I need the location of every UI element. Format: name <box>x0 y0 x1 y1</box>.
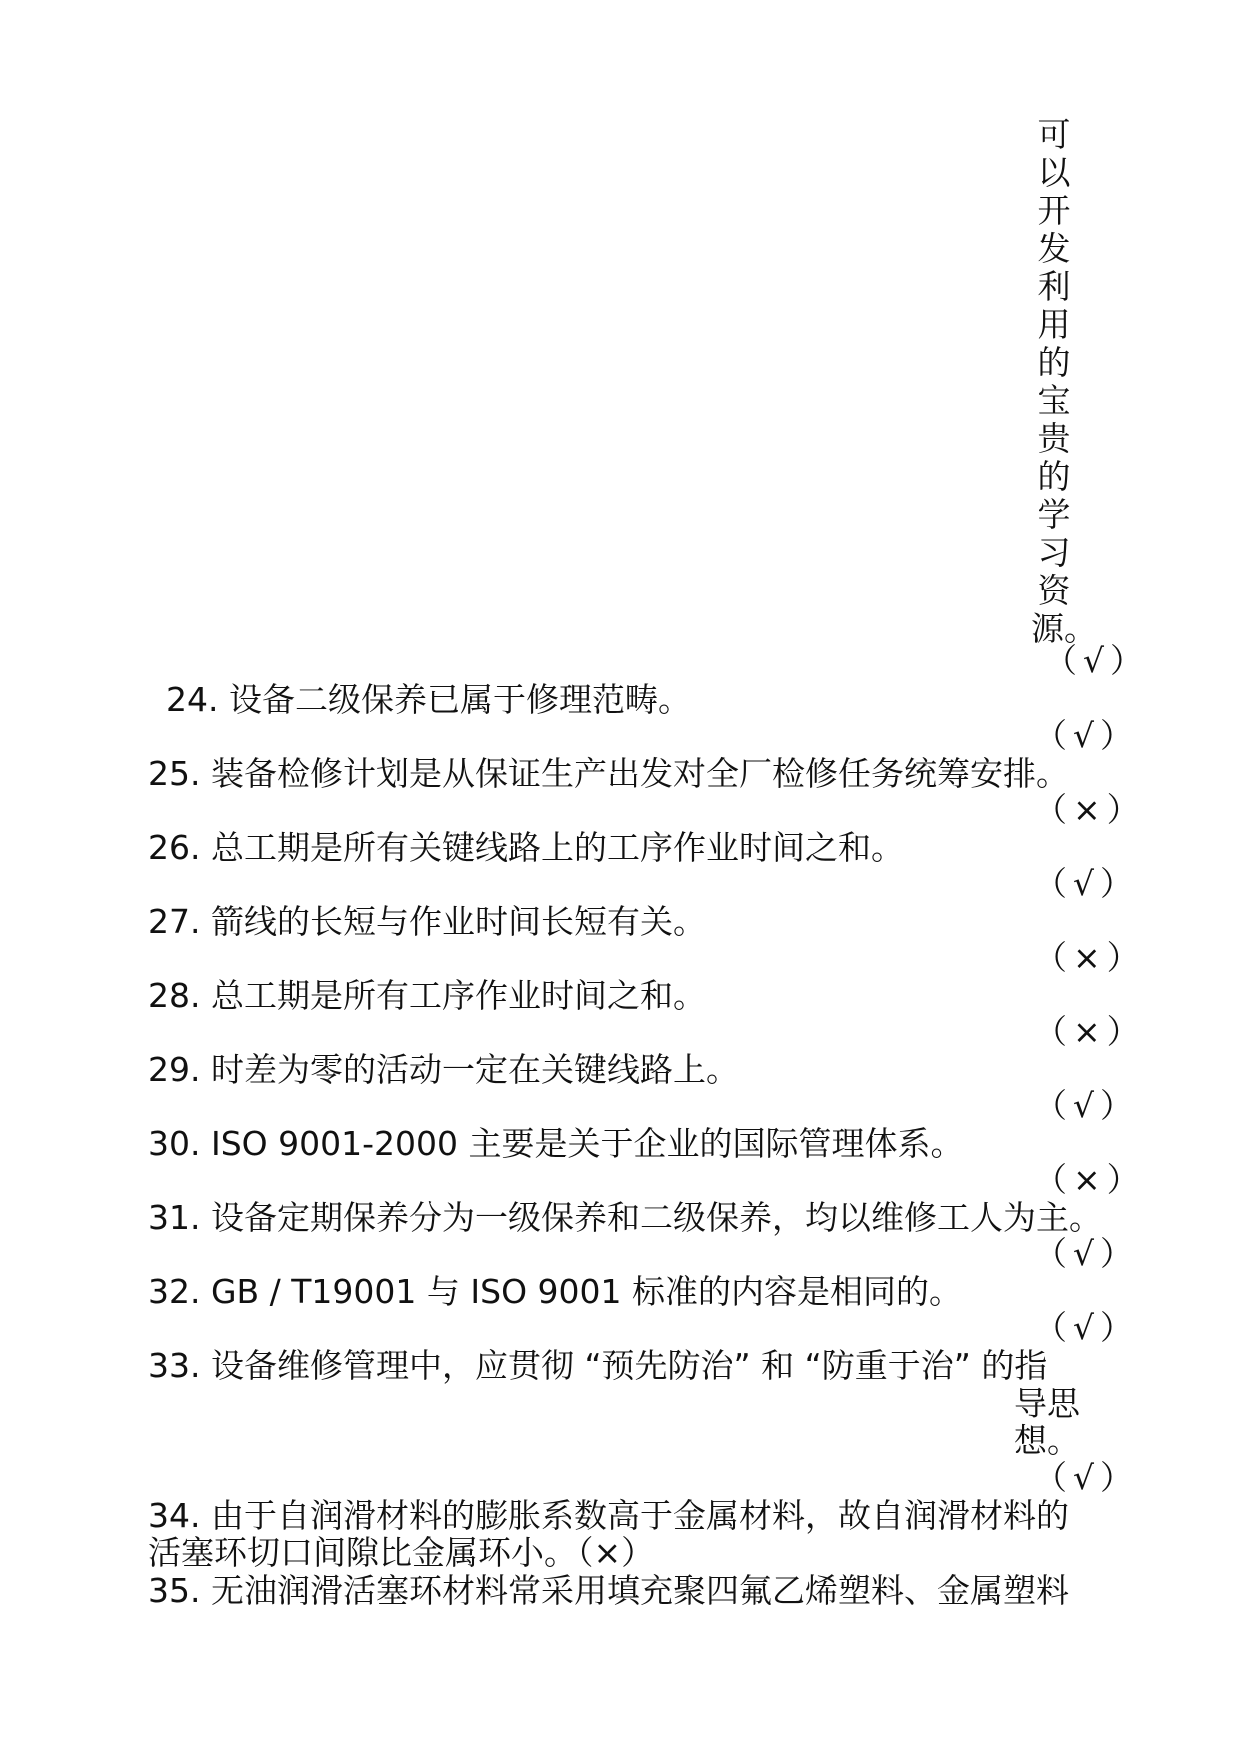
answer-mark-33: （√） <box>1034 1458 1140 1497</box>
answer-mark-27: （×） <box>1034 938 1146 977</box>
vertical-char: 用 <box>1037 305 1071 344</box>
answer-mark-30: （×） <box>1034 1160 1146 1199</box>
question-30: 30. ISO 9001-2000 主要是关于企业的国际管理体系。 <box>148 1124 964 1163</box>
answer-mark-32: （√） <box>1034 1308 1140 1347</box>
question-33-line2: 导思 <box>1014 1384 1080 1423</box>
vertical-char: 宝 <box>1037 381 1071 420</box>
answer-mark-28: （×） <box>1034 1012 1146 1051</box>
vertical-char: 资 <box>1037 571 1071 610</box>
answer-mark-29: （√） <box>1034 1086 1140 1125</box>
answer-mark-25: （×） <box>1034 790 1146 829</box>
vertical-char: 习 <box>1037 533 1071 572</box>
answer-mark-26: （√） <box>1034 864 1140 903</box>
question-29: 29. 时差为零的活动一定在关键线路上。 <box>148 1050 739 1089</box>
question-25: 25. 装备检修计划是从保证生产出发对全厂检修任务统筹安排。 <box>148 754 1069 793</box>
question-33-line3: 想。 <box>1014 1421 1080 1460</box>
question-32: 32. GB / T19001 与 ISO 9001 标准的内容是相同的。 <box>148 1272 963 1311</box>
vertical-text-column <box>1031 115 1097 648</box>
vertical-char: 贵 <box>1037 419 1071 458</box>
answer-mark-31: （√） <box>1034 1234 1140 1273</box>
vertical-char: 可 <box>1037 115 1071 154</box>
vertical-char: 学 <box>1037 495 1071 534</box>
answer-mark-23: （√） <box>1044 641 1150 680</box>
answer-mark-24: （√） <box>1034 716 1140 755</box>
question-34-line2: 活塞环切口间隙比金属环小。（×） <box>148 1533 655 1572</box>
question-28: 28. 总工期是所有工序作业时间之和。 <box>148 976 706 1015</box>
vertical-char: 源。 <box>1031 609 1097 648</box>
question-26: 26. 总工期是所有关键线路上的工序作业时间之和。 <box>148 828 904 867</box>
question-33-line1: 33. 设备维修管理中，应贯彻 “预先防治” 和 “防重于治” 的指 <box>148 1346 1048 1385</box>
vertical-char: 开 <box>1037 191 1071 230</box>
question-27: 27. 箭线的长短与作业时间长短有关。 <box>148 902 706 941</box>
question-31: 31. 设备定期保养分为一级保养和二级保养，均以维修工人为主。 <box>148 1198 1102 1237</box>
vertical-char: 发 <box>1037 229 1071 268</box>
vertical-char: 的 <box>1037 343 1071 382</box>
question-35-line1: 35. 无油润滑活塞环材料常采用填充聚四氟乙烯塑料、金属塑料 <box>148 1571 1069 1610</box>
question-34-line1: 34. 由于自润滑材料的膨胀系数高于金属材料，故自润滑材料的 <box>148 1496 1069 1535</box>
vertical-char: 的 <box>1037 457 1071 496</box>
question-24: 24. 设备二级保养已属于修理范畴。 <box>166 680 691 719</box>
vertical-char: 以 <box>1037 153 1071 192</box>
vertical-char: 利 <box>1037 267 1071 306</box>
